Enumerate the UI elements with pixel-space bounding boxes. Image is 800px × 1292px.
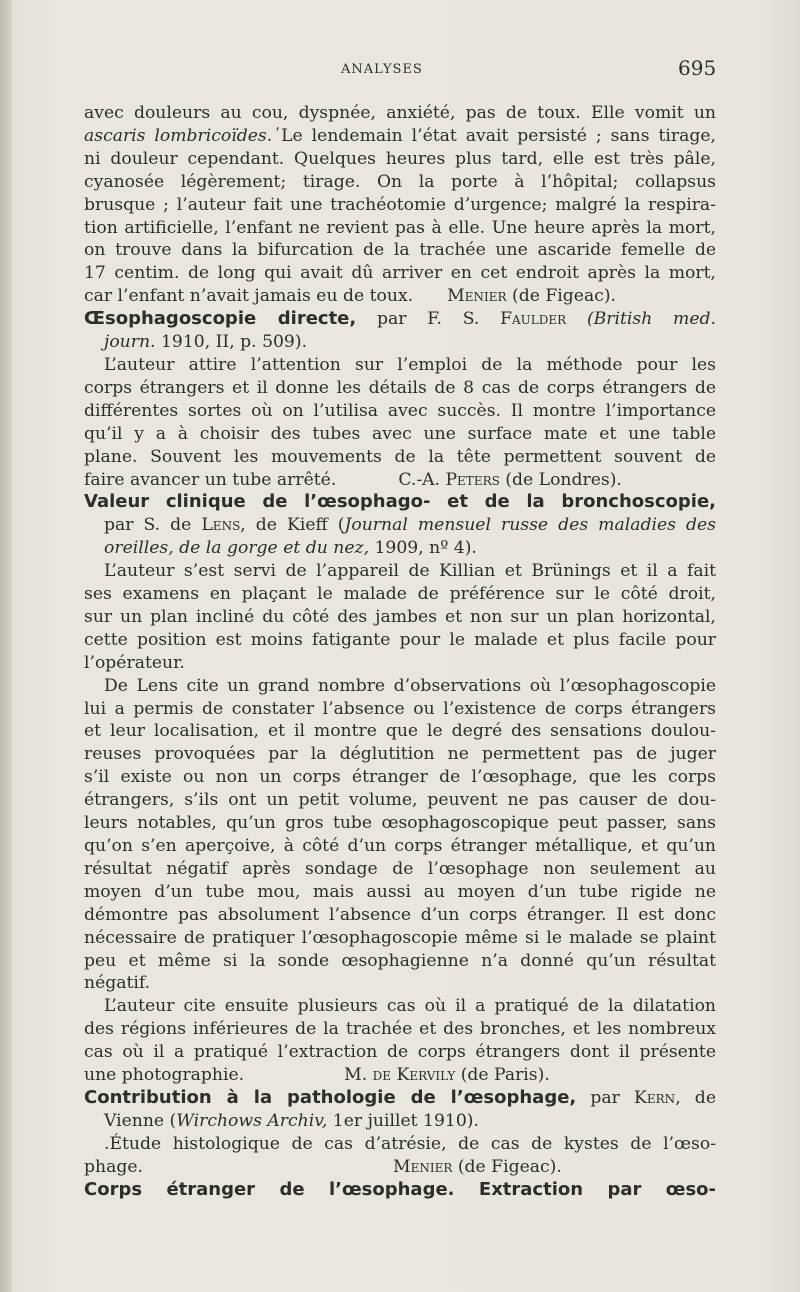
text-line: nécessaire de pratiquer l’œsophagoscopie même si le malade se plaint bbox=[84, 927, 716, 948]
text-span: Vienne ( bbox=[104, 1110, 177, 1131]
text-line: cyanosée légèrement; tirage. On la porte à l’hôpital; collapsus bbox=[84, 171, 716, 192]
text-line-signature bbox=[84, 469, 716, 492]
text-line: peu et même si la sonde œsophagienne n’a donné qu’un résultat bbox=[84, 950, 716, 971]
text-span: , de bbox=[675, 1087, 716, 1108]
text-line-signature bbox=[84, 1156, 716, 1179]
text-span: par S. de bbox=[104, 515, 202, 536]
article-citation bbox=[84, 514, 716, 537]
article-citation bbox=[84, 537, 716, 560]
text-line: résultat négatif après sondage de l’œsophage non seulement au bbox=[84, 858, 716, 879]
article-citation bbox=[84, 331, 716, 354]
text-span: ̕Le lendemain l’état avait persisté ; sans tirage, bbox=[272, 125, 716, 146]
text-line: qu’il y a à choisir des tubes avec une surface mate et une table bbox=[84, 423, 716, 444]
article-heading bbox=[84, 491, 716, 514]
reviewer-place: (de Figeac). bbox=[506, 286, 616, 307]
journal-name: journ. bbox=[104, 332, 156, 353]
text-line: étrangers, s’ils ont un petit volume, peuvent ne pas causer de dou- bbox=[84, 790, 716, 811]
text-line: moyen d’un tube mou, mais aussi au moyen d’un tube rigide ne bbox=[84, 881, 716, 902]
text-span: 1910, II, p. 509). bbox=[155, 332, 308, 353]
reviewer-place: (de Paris). bbox=[455, 1065, 550, 1086]
author-name: Faulder bbox=[500, 309, 567, 330]
page-binding-edge bbox=[0, 0, 12, 1292]
reviewer-name: Menier bbox=[447, 286, 507, 307]
text-line: ses examens en plaçant le malade de préférence sur le côté droit, bbox=[84, 584, 716, 605]
author-name: Kern bbox=[634, 1087, 676, 1108]
reviewer-name: Menier bbox=[392, 1156, 453, 1177]
text-line: démontre pas absolument l’absence d’un corps étranger. Il est donc bbox=[84, 904, 716, 925]
text-line: sur un plan incliné du côté des jambes et non sur un plan horizontal, bbox=[84, 606, 716, 627]
journal-name: Wirchows Archiv, bbox=[176, 1110, 328, 1131]
article-title: Œsophagoscopie directe, bbox=[84, 308, 357, 330]
article-title: Valeur clinique de l’œsophago- et de la bronchoscopie, bbox=[84, 491, 716, 513]
journal-name: Journal mensuel russe des maladies des bbox=[344, 515, 716, 536]
text-span: , de Kieff ( bbox=[240, 515, 345, 536]
article-heading bbox=[84, 1087, 716, 1110]
text-line: leurs notables, qu’un gros tube œsophagoscopique peut passer, sans bbox=[84, 813, 716, 834]
text-line: on trouve dans la bifurcation de la trachée une ascaride femelle de bbox=[84, 240, 716, 261]
article-heading bbox=[84, 1179, 716, 1202]
text-line-signature bbox=[84, 285, 716, 308]
text-span: car l’enfant n’avait jamais eu de toux. bbox=[84, 286, 414, 307]
text-span: par bbox=[576, 1087, 635, 1108]
text-span: par F. S. bbox=[356, 309, 501, 330]
text-line: des régions inférieures de la trachée et des bronches, et les nombreux bbox=[84, 1019, 716, 1040]
article-citation bbox=[84, 1110, 716, 1133]
text-line: l’opérateur. bbox=[84, 652, 185, 673]
text-line: De Lens cite un grand nombre d’observations où l’œsophagoscopie bbox=[104, 675, 716, 696]
text-line: tion artificielle, l’enfant ne revient pas à elle. Une heure après la mort, bbox=[84, 217, 716, 238]
text-span: C.-A. bbox=[398, 469, 446, 490]
reviewer-place: (de Figeac). bbox=[452, 1156, 562, 1177]
page-number: 695 bbox=[678, 56, 717, 80]
text-line bbox=[84, 125, 716, 148]
text-line: qu’on s’en aperçoive, à côté d’un corps étranger métallique, et qu’un bbox=[84, 836, 716, 856]
text-span: une photographie. bbox=[84, 1065, 245, 1086]
text-line: L’auteur s’est servi de l’appareil de Killian et Brünings et il a fait bbox=[104, 561, 716, 582]
body-text bbox=[84, 102, 716, 1202]
article-heading bbox=[84, 308, 716, 331]
text-line: cas où il a pratiqué l’extraction de corps étrangers dont il présente bbox=[84, 1042, 716, 1063]
reviewer-place: (de Londres). bbox=[499, 469, 622, 490]
text-line: L’auteur cite ensuite plusieurs cas où il a pratiqué de la dilatation bbox=[104, 996, 716, 1017]
species-name: ascaris lombricoïdes. bbox=[84, 125, 273, 146]
text-span: 1909, nº 4). bbox=[369, 538, 477, 559]
text-line: plane. Souvent les mouvements de la tête permettent souvent de bbox=[84, 446, 716, 467]
text-line: 17 centim. de long qui avait dû arriver en cet endroit après la mort, bbox=[84, 263, 716, 284]
text-span: phage. bbox=[84, 1156, 143, 1177]
article-title: Corps étranger de l’œsophage. Extraction par œso- bbox=[84, 1178, 716, 1200]
text-span: M. bbox=[344, 1065, 373, 1086]
text-line: L’auteur attire l’attention sur l’emploi de la méthode pour les bbox=[104, 354, 716, 375]
text-line: négatif. bbox=[84, 973, 151, 994]
article-title: Contribution à la pathologie de l’œsophage, bbox=[84, 1086, 577, 1108]
reviewer-name: Peters bbox=[445, 469, 500, 490]
journal-name: (British med. bbox=[566, 309, 716, 330]
text-line: reuses provoquées par la déglutition ne permettent pas de juger bbox=[84, 744, 716, 765]
text-line: .Étude histologique de cas d’atrésie, de cas de kystes de l’œso- bbox=[104, 1133, 716, 1154]
text-span: 1er juillet 1910). bbox=[327, 1110, 479, 1131]
text-line: lui a permis de constater l’absence ou l’existence de corps étrangers bbox=[84, 698, 716, 719]
text-line: avec douleurs au cou, dyspnée, anxiété, pas de toux. Elle vomit un bbox=[84, 103, 716, 123]
text-span: faire avancer un tube arrêté. bbox=[84, 469, 337, 490]
text-line: brusque ; l’auteur fait une trachéotomie d’urgence; malgré la respira- bbox=[84, 194, 716, 215]
running-title: ANALYSES bbox=[341, 62, 423, 77]
text-line: s’il existe ou non un corps étranger de l’œsophage, que les corps bbox=[84, 767, 716, 788]
text-line: et leur localisation, et il montre que le degré des sensations doulou- bbox=[84, 721, 716, 742]
text-line: différentes sortes où on l’utilisa avec succès. Il montre l’importance bbox=[84, 400, 716, 421]
text-line: cette position est moins fatigante pour le malade et plus facile pour bbox=[84, 629, 716, 650]
page-header bbox=[0, 56, 800, 86]
text-line-signature bbox=[84, 1064, 716, 1087]
text-line: corps étrangers et il donne les détails de 8 cas de corps étrangers de bbox=[84, 377, 716, 398]
reviewer-name: de Kervily bbox=[372, 1065, 456, 1086]
author-name: Lens bbox=[201, 515, 241, 536]
journal-name: oreilles, de la gorge et du nez, bbox=[104, 538, 370, 559]
text-line: ni douleur cependant. Quelques heures plus tard, elle est très pâle, bbox=[84, 148, 716, 169]
